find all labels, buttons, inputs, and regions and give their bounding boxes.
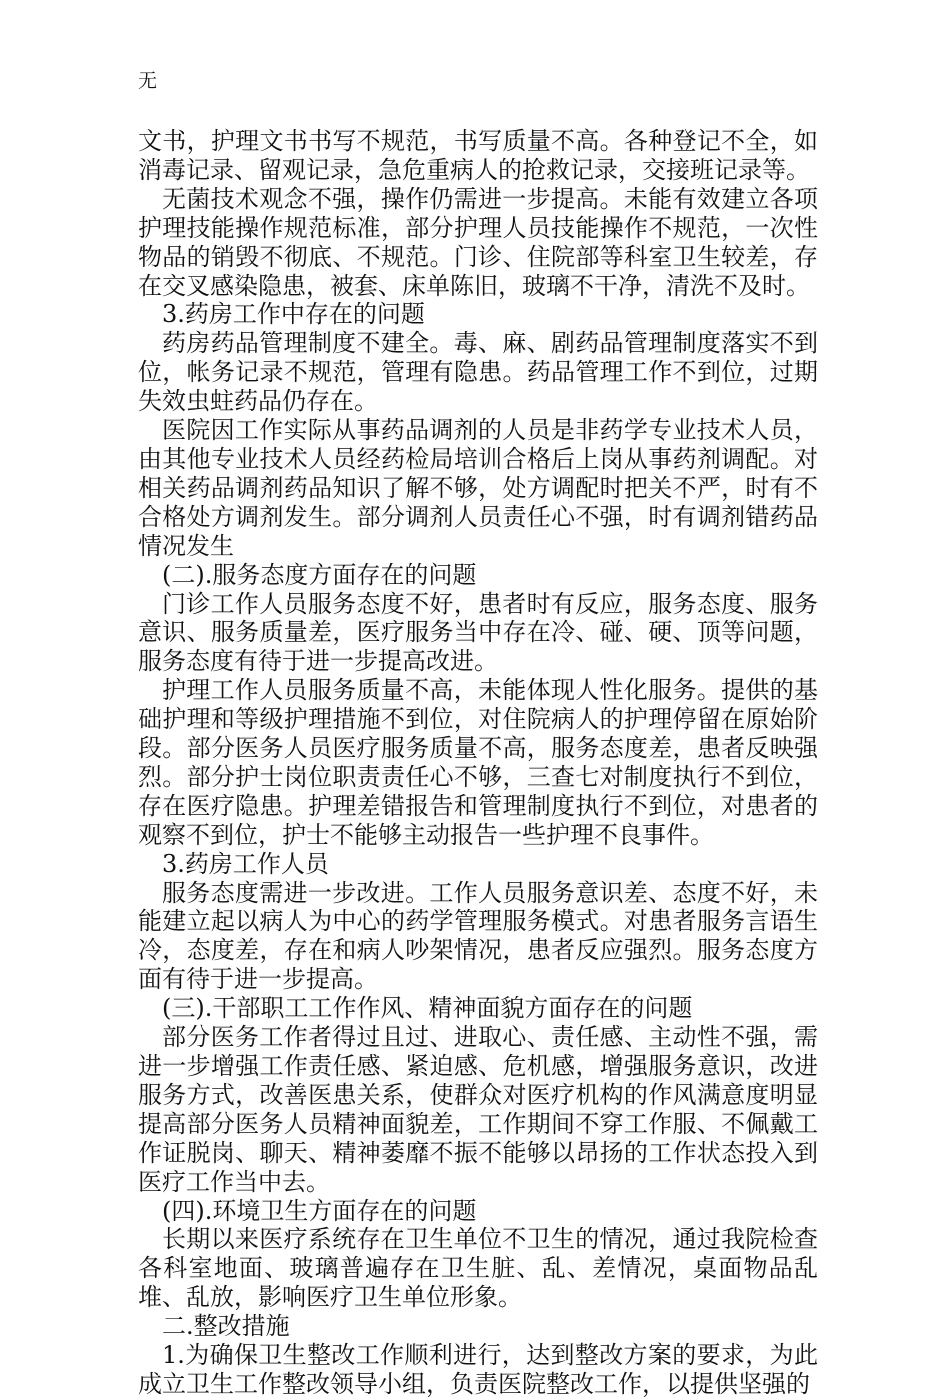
paragraph: 服务态度需进一步改进。工作人员服务意识差、态度不好，未能建立起以病人为中心的药学管理服务模式。对患者服务言语生冷，态度差，存在和病人吵架情况，患者反应强烈。服务态度方面有待于进一步提高。	[138, 878, 818, 994]
paragraph: 护理工作人员服务质量不高，未能体现人性化服务。提供的基础护理和等级护理措施不到位，对住院病人的护理停留在原始阶段。部分医务人员医疗服务质量不高，服务态度差，患者反映强烈。部分护士岗位职责责任心不够，三查七对制度执行不到位，存在医疗隐患。护理差错报告和管理制度执行不到位，对患者的观察不到位，护士不能够主动报告一些护理不良事件。	[138, 676, 818, 849]
page-header: 无	[138, 70, 158, 92]
paragraph: 长期以来医疗系统存在卫生单位不卫生的情况，通过我院检查各科室地面、玻璃普遍存在卫生脏、乱、差情况，桌面物品乱堆、乱放，影响医疗卫生单位形象。	[138, 1225, 818, 1312]
section-heading: 3.药房工作人员	[162, 849, 329, 878]
paragraph: 文书，护理文书书写不规范，书写质量不高。各种登记不全，如消毒记录、留观记录，急危重病人的抢救记录，交接班记录等。	[138, 127, 818, 184]
section-heading: 二.整改措施	[162, 1312, 290, 1341]
section-heading: (三).干部职工工作作风、精神面貌方面存在的问题	[162, 994, 693, 1023]
document-body	[138, 127, 818, 1399]
section-heading: (四).环境卫生方面存在的问题	[162, 1196, 477, 1225]
paragraph: 部分医务工作者得过且过、进取心、责任感、主动性不强，需进一步增强工作责任感、紧迫感、危机感，增强服务意识，改进服务方式，改善医患关系，使群众对医疗机构的作风满意度明显提高部分医务人员精神面貌差，工作期间不穿工作服、不佩戴工作证脱岗、聊天、精神萎靡不振不能够以昂扬的工作状态投入到医疗工作当中去。	[138, 1023, 818, 1196]
paragraph: 无菌技术观念不强，操作仍需进一步提高。未能有效建立各项护理技能操作规范标准，部分护理人员技能操作不规范，一次性物品的销毁不彻底、不规范。门诊、住院部等科室卫生较差，存在交叉感染隐患，被套、床单陈旧，玻璃不干净，清洗不及时。	[138, 184, 818, 300]
paragraph: 医院因工作实际从事药品调剂的人员是非药学专业技术人员，由其他专业技术人员经药检局培训合格后上岗从事药剂调配。对相关药品调剂药品知识了解不够，处方调配时把关不严，时有不合格处方调剂发生。部分调剂人员责任心不强，时有调剂错药品情况发生	[138, 416, 818, 560]
section-heading: 3.药房工作中存在的问题	[162, 300, 425, 329]
section-heading: (二).服务态度方面存在的问题	[162, 560, 477, 589]
paragraph: 药房药品管理制度不建全。毒、麻、剧药品管理制度落实不到位，帐务记录不规范，管理有隐患。药品管理工作不到位，过期失效虫蛀药品仍存在。	[138, 329, 818, 416]
paragraph: 1.为确保卫生整改工作顺利进行，达到整改方案的要求，为此成立卫生工作整改领导小组，负责医院整改工作，以提供坚强的	[138, 1341, 818, 1398]
paragraph: 门诊工作人员服务态度不好，患者时有反应，服务态度、服务意识、服务质量差，医疗服务当中存在冷、碰、硬、顶等问题，服务态度有待于进一步提高改进。	[138, 589, 818, 676]
